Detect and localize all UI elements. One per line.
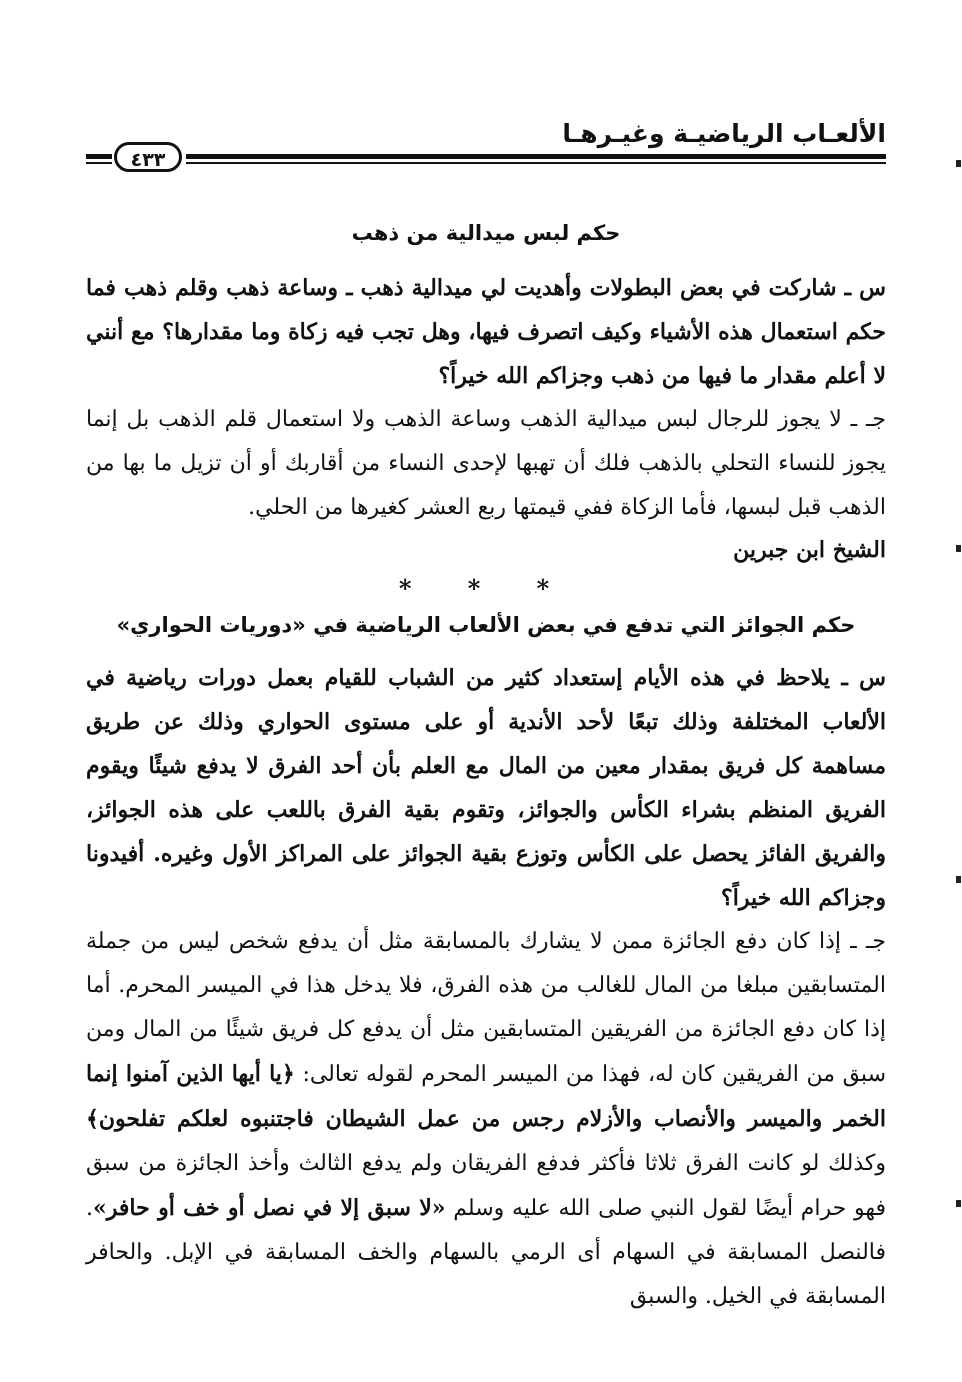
scan-edge-mark (956, 545, 961, 552)
question-text: شاركت في بعض البطولات وأهديت لي ميدالية ذهب ـ وساعة ذهب وقلم ذهب فما حكم استعمال هذه الأشياء وكيف اتصرف فيها، وهل تجب فيه زكاة وما مقدارها؟ مع أنني لا أعلم مقدار ما فيها من ذهب وجزاكم الله خيراً؟ (86, 275, 886, 389)
answer-text-part-3: . فالنصل المسابقة في السهام أى الرمي بالسهام والخف المسابقة في الإبل. والحافر المسابقة في الخيل. والسبق (86, 1196, 886, 1309)
answer-prefix: جـ ـ (850, 929, 887, 954)
answer-prefix: جـ ـ (850, 407, 887, 432)
header-rule-thick (186, 154, 886, 159)
quran-verse: ﴿يا أيها الذين آمنوا إنما الخمر والميسر والأنصاب والأزلام رجس من عمل الشيطان فاجتنبوه لعلكم تفلحون﴾ (86, 1061, 886, 1132)
question-prefix: س ـ (844, 275, 886, 301)
header-rule-stub-thin (86, 162, 112, 164)
question-prefix: س ـ (841, 665, 886, 691)
section-2-answer (86, 920, 886, 1319)
scan-edge-mark (956, 1200, 961, 1207)
scan-edge-mark (956, 160, 961, 167)
answer-text-part-2: وكذلك لو كانت الفرق ثلاثا فأكثر فدفع الفريقان ولم يدفع الثالث وأخذ الجائزة من سبق فهو حرام أيضًا لقول النبي صلى الله عليه وسلم (86, 1151, 886, 1221)
section-separator: * * * (398, 574, 574, 603)
running-title: الألعـاب الرياضيـة وغيـرهـا (562, 119, 886, 148)
answer-text: لا يجوز للرجال لبس ميدالية الذهب وساعة الذهب ولا استعمال قلم الذهب بل إنما يجوز للنساء التحلي بالذهب فلك أن تهبها لإحدى النساء من أقاربك أو أن تزيل ما بها من الذهب قبل لبسها، فأما الزكاة ففي قيمتها ربع العشر كغيرها من الحلي. (86, 407, 886, 520)
page-number: ٤٣٣ (114, 142, 182, 172)
question-text: يلاحظ في هذه الأيام إستعداد كثير من الشباب للقيام بعمل دورات رياضية في الألعاب المختلفة وذلك تبعًا لأحد الأندية أو على مستوى الحواري وذلك عن طريق مساهمة كل فريق بمقدار معين من المال مع العلم بأن أحد الفرق لا يدفع شيئًا ويقوم الفريق المنظم بشراء الكأس والجوائز، وتقوم بقية الفرق باللعب على هذه الجوائز، والفريق الفائز يحصل على الكأس وتوزع بقية الجوائز على المراكز الأول وغيره. أفيدونا وجزاكم الله خيراً؟ (86, 665, 886, 911)
section-2-question (86, 656, 886, 920)
section-1-answer (86, 398, 886, 530)
section-2-title: حكم الجوائز التي تدفع في بعض الألعاب الرياضية في «دوريات الحواري» (116, 613, 856, 637)
answer-text-part-1: إذا كان دفع الجائزة ممن لا يشارك بالمسابقة مثل أن يدفع شخص ليس من جملة المتسابقين مبلغا من المال للغالب من هذه الفرق، فلا يدخل هذا في الميسر المحرم. أما إذا كان دفع الجائزة من الفريقين المتسابقين مثل أن يدفع كل فريق شيئًا من المال ومن سبق من الفريقين كان له، فهذا من الميسر المحرم لقوله تعالى: (86, 929, 887, 1087)
section-1-question (86, 266, 886, 398)
hadith-quote: «لا سبق إلا في نصل أو خف أو حافر» (93, 1195, 446, 1221)
document-page (86, 118, 886, 1319)
header-rule-thin (186, 162, 886, 164)
scan-edge-mark (956, 876, 961, 883)
header-rule-stub (86, 154, 112, 159)
fatwa-signature: الشيخ ابن جبرين (733, 537, 886, 563)
page-header (86, 118, 886, 170)
section-1-title: حكم لبس ميدالية من ذهب (351, 221, 621, 245)
